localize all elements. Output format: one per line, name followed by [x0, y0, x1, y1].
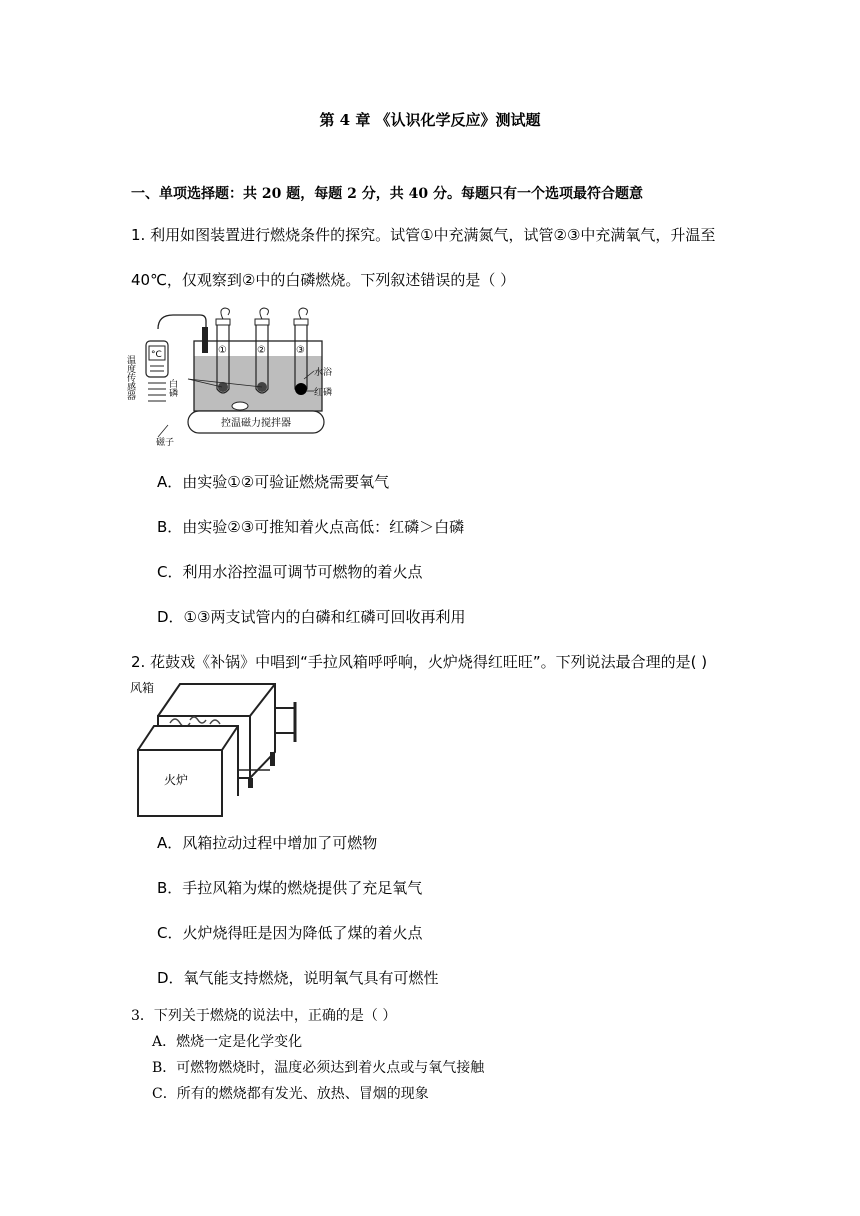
magnet-label: 磁子 [156, 438, 175, 448]
q1-option-a[interactable]: A．由实验①②可验证燃烧需要氧气 [157, 473, 390, 491]
page-title: 第 4 章 《认识化学反应》测试题 [319, 111, 541, 129]
q1-option-d[interactable]: D．①③两支试管内的白磷和红磷可回收再利用 [157, 608, 466, 626]
bellows-label: 风箱 [130, 681, 155, 695]
q3-option-c[interactable]: C．所有的燃烧都有发光、放热、冒烟的现象 [152, 1086, 429, 1102]
q3-option-a[interactable]: A．燃烧一定是化学变化 [152, 1034, 303, 1050]
q3-option-b[interactable]: B．可燃物燃烧时，温度必须达到着火点或与氧气接触 [152, 1060, 485, 1076]
q2-option-c[interactable]: C．火炉烧得旺是因为降低了煤的着火点 [157, 924, 423, 942]
q2-option-a[interactable]: A．风箱拉动过程中增加了可燃物 [157, 834, 378, 852]
section-heading: 一、单项选择题：共 20 题，每题 2 分，共 40 分。每题只有一个选项最符合题意 [131, 186, 643, 202]
q2-bellows-figure [130, 678, 305, 820]
q2-stem: 2. 花鼓戏《补锅》中唱到“手拉风箱呼呼响，火炉烧得红旺旺”。下列说法最合理的是( ) [131, 653, 708, 671]
q1-stem-line2: 40℃，仅观察到②中的白磷燃烧。下列叙述错误的是（ ） [131, 271, 516, 289]
svg-text:②: ② [257, 345, 266, 356]
q2-option-b[interactable]: B．手拉风箱为煤的燃烧提供了充足氧气 [157, 879, 423, 897]
q1-option-c[interactable]: C．利用水浴控温可调节可燃物的着火点 [157, 563, 423, 581]
furnace-label: 火炉 [164, 773, 189, 787]
celsius-label: °C [151, 350, 162, 360]
water-bath-label: 水浴 [314, 368, 333, 378]
q1-option-b[interactable]: B．由实验②③可推知着火点高低：红磷＞白磷 [157, 518, 465, 536]
q2-option-d[interactable]: D．氧气能支持燃烧，说明氧气具有可燃性 [157, 969, 439, 987]
q1-stem-line1: 1. 利用如图装置进行燃烧条件的探究。试管①中充满氮气，试管②③中充满氧气，升温至 [131, 226, 716, 244]
temp-sensor-label: 温度传感器 [125, 355, 135, 400]
stirrer-label: 控温磁力搅拌器 [221, 418, 291, 429]
q1-apparatus-figure [125, 307, 333, 449]
white-phosphorus-label: 白磷 [167, 379, 177, 397]
svg-text:①: ① [218, 345, 227, 356]
svg-text:③: ③ [296, 345, 305, 356]
q3-stem: 3．下列关于燃烧的说法中，正确的是（ ） [131, 1008, 397, 1024]
red-phosphorus-label: 红磷 [314, 388, 333, 398]
